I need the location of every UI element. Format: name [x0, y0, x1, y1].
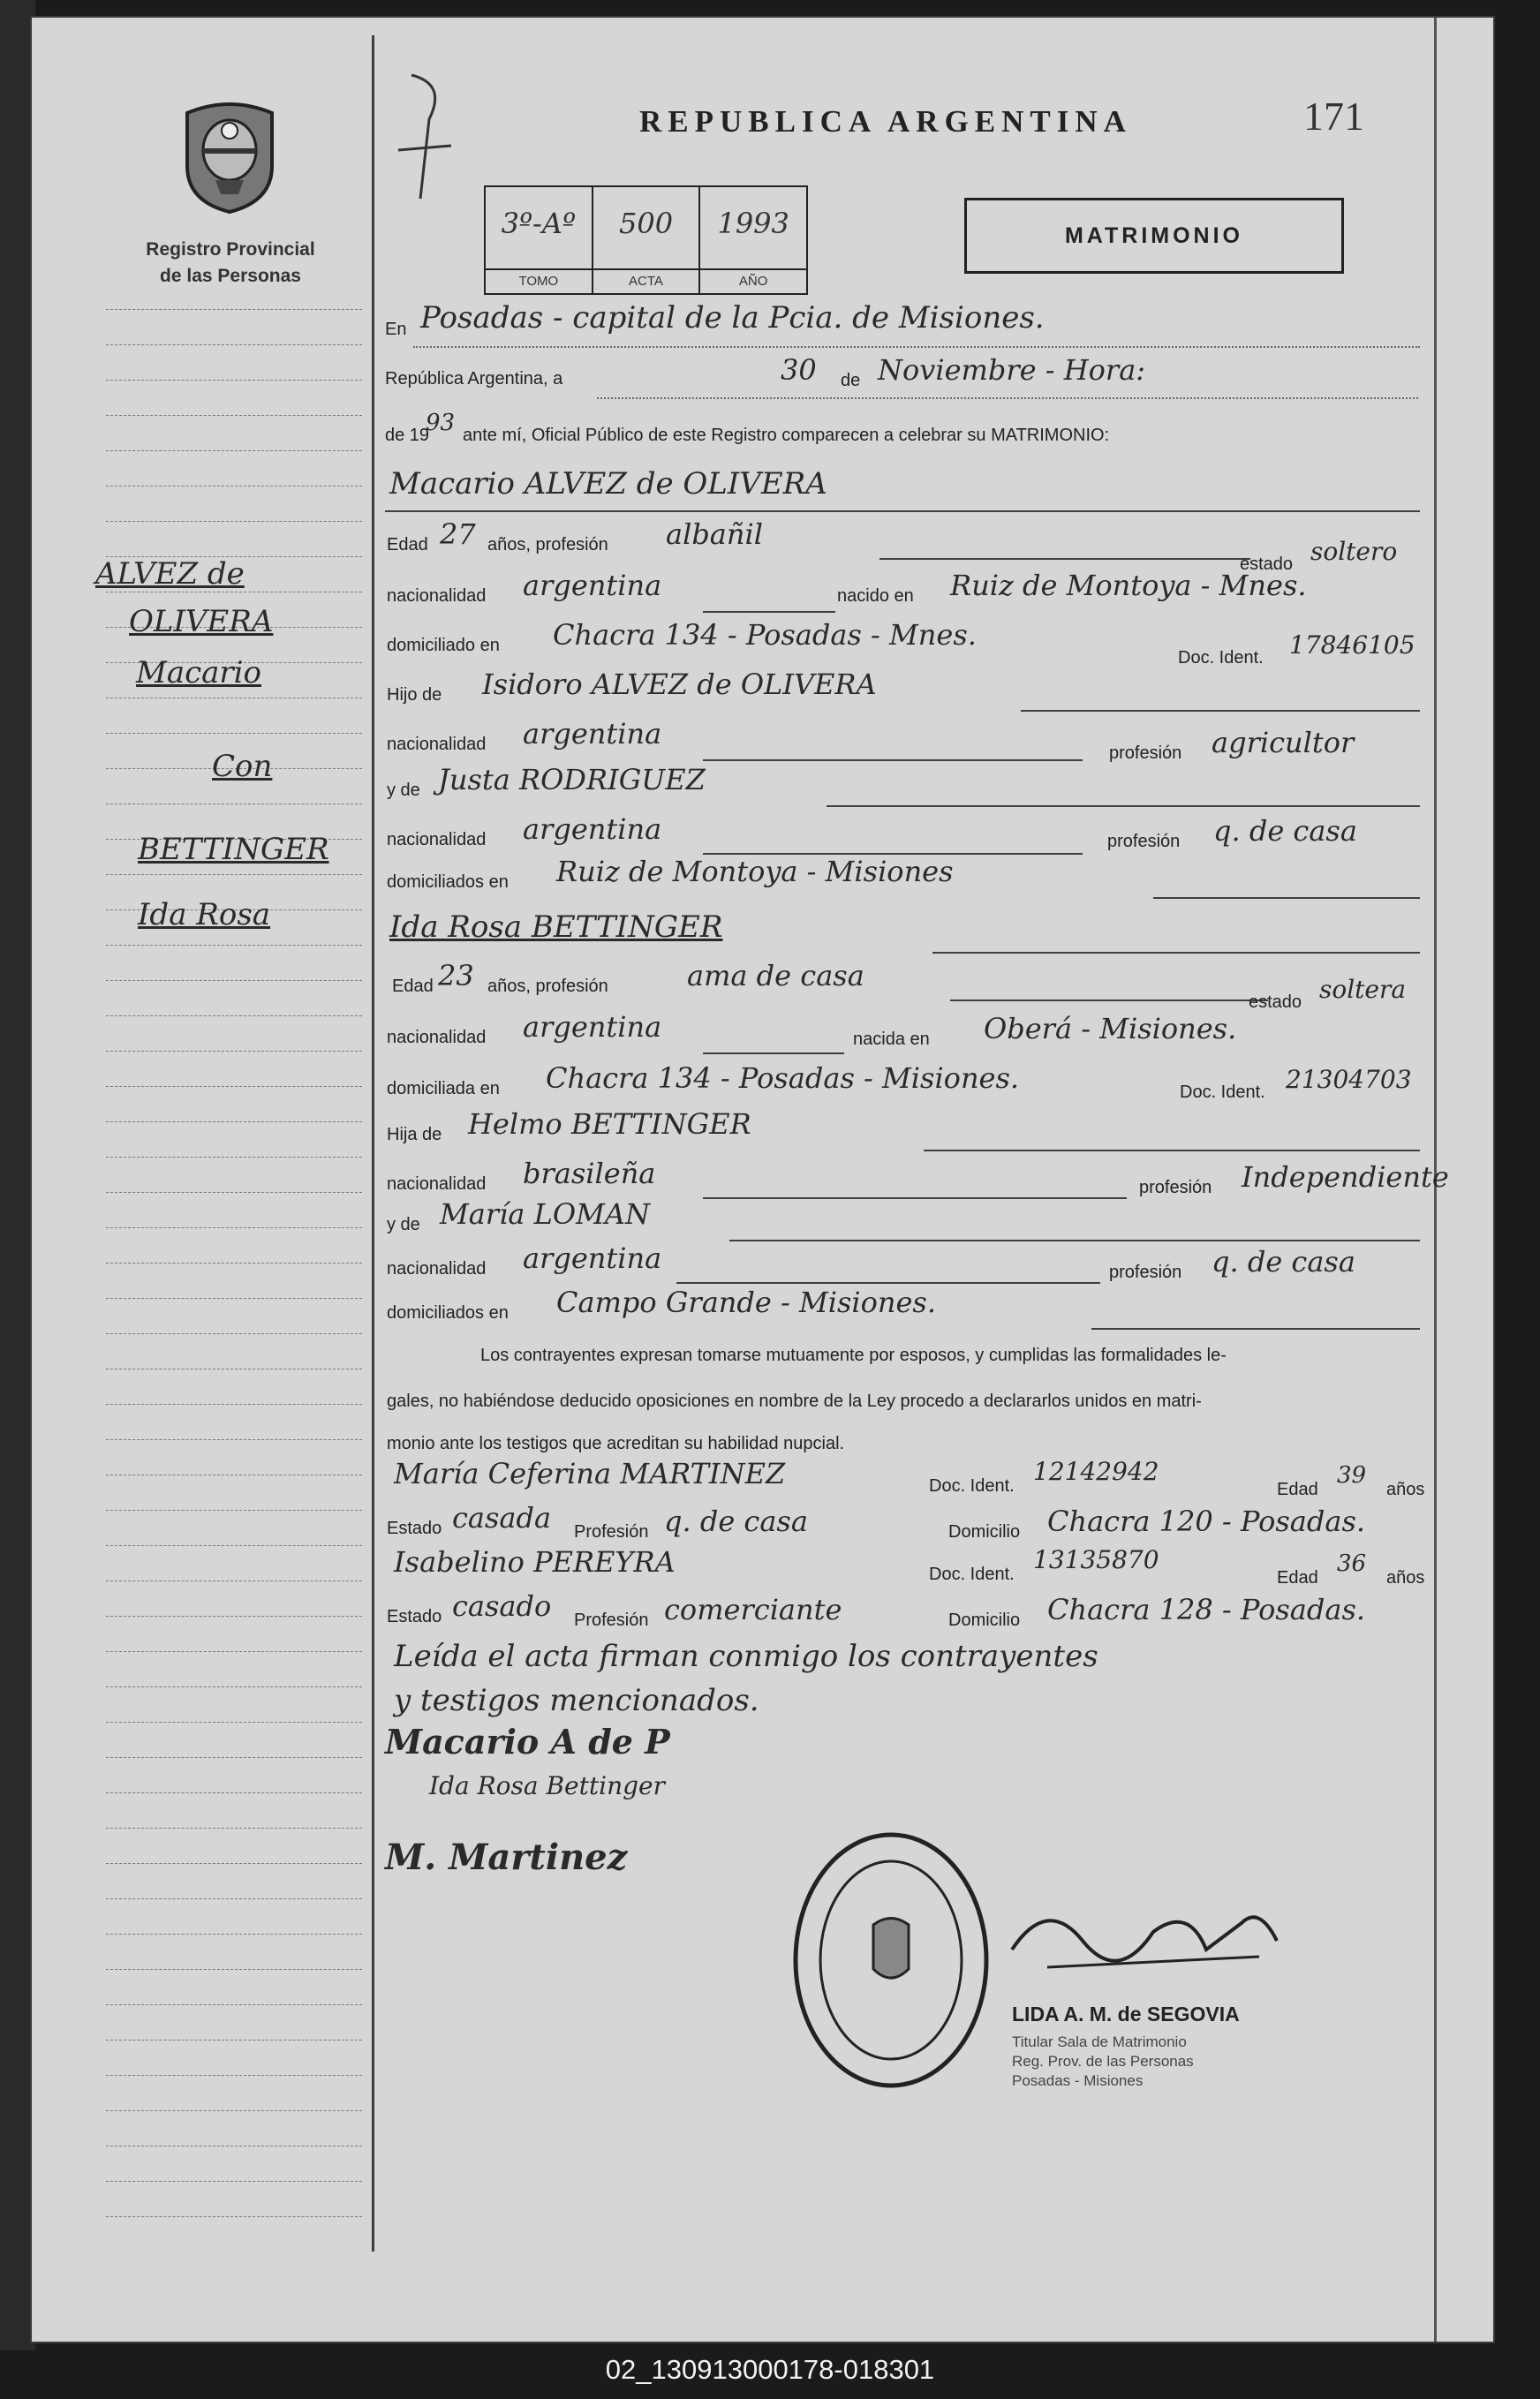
witness-2-name: Isabelino PEREYRA [394, 1545, 676, 1579]
margin-rule [106, 1192, 362, 1193]
declaration-line-2: gales, no habiéndose deducido oposiciones en nombre de la Ley procedo a declararlos unidos en matri- [387, 1392, 1202, 1411]
witness-2-age-label: Edad [1277, 1568, 1318, 1588]
anio-label: AÑO [700, 268, 806, 293]
groom-mother-label: y de [387, 781, 420, 800]
witness-1-age: 39 [1337, 1462, 1367, 1489]
declaration-line-1: Los contrayentes expresan tomarse mutuamente por esposos, y cumplidas las formalidades le- [480, 1346, 1227, 1365]
bride-nationality-label: nacionalidad [387, 1028, 487, 1047]
bride-father: Helmo BETTINGER [468, 1107, 751, 1141]
margin-note-line-5: BETTINGER [138, 832, 329, 867]
groom-status: soltero [1310, 537, 1398, 566]
groom-age-label: Edad [387, 535, 428, 554]
groom-profession-label: años, profesión [487, 535, 608, 554]
margin-rule [106, 945, 362, 946]
bride-father-label: Hija de [387, 1125, 442, 1144]
bride-father-prof-label: profesión [1139, 1178, 1212, 1197]
margin-rule [106, 1616, 362, 1617]
witness-2-doc-label: Doc. Ident. [929, 1565, 1015, 1584]
margin-rule [106, 309, 362, 310]
margin-rule [106, 1157, 362, 1158]
republic-label: República Argentina, a [385, 369, 563, 389]
margin-rule [106, 1404, 362, 1405]
statement-text: ante mí, Oficial Público de este Registro comparecen a celebrar su MATRIMONIO: [463, 426, 1110, 445]
witness-2-profession-label: Profesión [574, 1611, 649, 1630]
margin-rule [106, 450, 362, 451]
margin-rule [106, 2075, 362, 2076]
groom-mother-prof: q. de casa [1213, 814, 1357, 848]
witness-signature: M. Martinez [385, 1837, 628, 1878]
bride-domicile-label: domiciliada en [387, 1079, 500, 1098]
witness-2-age: 36 [1337, 1550, 1367, 1577]
bride-father-nat: brasileña [523, 1157, 656, 1190]
margin-rule [106, 2040, 362, 2041]
margin-rule [106, 1439, 362, 1440]
groom-profession-line [879, 558, 1250, 560]
groom-doc: 17846105 [1289, 630, 1415, 660]
bride-parents-dom-line [1091, 1328, 1420, 1330]
groom-profession: albañil [666, 517, 763, 551]
margin-rule [106, 1298, 362, 1299]
groom-born-label: nacido en [837, 586, 914, 606]
bride-signature: Ida Rosa Bettinger [429, 1771, 665, 1800]
groom-parents-dom-line [1153, 897, 1420, 899]
place-value: Posadas - capital de la Pcia. de Misiones. [420, 300, 1045, 336]
bride-profession: ama de casa [687, 959, 864, 992]
margin-note-line-1: ALVEZ de [95, 556, 245, 592]
bride-profession-line [950, 1000, 1268, 1001]
groom-age: 27 [440, 517, 476, 551]
bride-nationality: argentina [523, 1010, 662, 1044]
margin-note-line-4: Con [212, 749, 273, 784]
witness-1-profession-label: Profesión [574, 1522, 649, 1542]
groom-father-prof: agricultor [1212, 726, 1355, 759]
bride-born-label: nacida en [853, 1030, 930, 1049]
groom-father-label: Hijo de [387, 685, 442, 705]
groom-father-prof-label: profesión [1109, 743, 1182, 763]
tomo-value: 3º-Aº [501, 207, 577, 240]
bride-mother-nat-line [676, 1282, 1100, 1284]
groom-nationality: argentina [523, 569, 662, 602]
bride-mother-prof: q. de casa [1212, 1245, 1355, 1279]
bride-born: Oberá - Misiones. [984, 1012, 1237, 1045]
bride-age-label: Edad [392, 977, 434, 996]
day-value: 30 [781, 353, 817, 387]
bride-profession-label: años, profesión [487, 977, 608, 996]
margin-rule [106, 1934, 362, 1935]
bride-mother-nat-label: nacionalidad [387, 1259, 487, 1279]
margin-rule [106, 803, 362, 804]
register-page [30, 16, 1495, 2343]
bride-domicile: Chacra 134 - Posadas - Misiones. [546, 1061, 1020, 1095]
margin-note-line-3: Macario [136, 655, 261, 690]
margin-rule [106, 1051, 362, 1052]
bride-parents-dom-label: domiciliados en [387, 1303, 509, 1323]
witness-2-years-label: años [1386, 1568, 1425, 1588]
year-suffix: 93 [426, 410, 456, 436]
bride-name-line [932, 952, 1420, 954]
margin-rule [106, 380, 362, 381]
tomo-label: TOMO [486, 268, 592, 293]
anio-value: 1993 [717, 207, 789, 240]
groom-signature: Macario A de P [385, 1722, 670, 1762]
column-divider [372, 35, 374, 2252]
margin-rule [106, 1580, 362, 1581]
bride-father-nat-line [703, 1197, 1127, 1199]
margin-rule [106, 1015, 362, 1016]
bride-status-label: estado [1249, 992, 1302, 1012]
groom-mother-prof-label: profesión [1107, 832, 1181, 851]
margin-rule [106, 521, 362, 522]
acta-label: ACTA [593, 268, 699, 293]
registry-label: Registro Provincial de las Personas [146, 239, 315, 286]
witness-2-profession: comerciante [664, 1593, 842, 1626]
bride-mother-label: y de [387, 1215, 420, 1234]
margin-rule [106, 344, 362, 345]
margin-rule [106, 1828, 362, 1829]
groom-parents-dom: Ruiz de Montoya - Misiones [556, 855, 954, 888]
closing-line-2: y testigos mencionados. [394, 1683, 759, 1718]
witness-2-domicile-label: Domicilio [948, 1611, 1021, 1630]
margin-rule [106, 486, 362, 487]
closing-line-1: Leída el acta firman conmigo los contrayentes [394, 1639, 1098, 1674]
groom-name-line [385, 510, 1420, 512]
groom-father-line [1021, 710, 1420, 712]
bride-nationality-line [703, 1052, 844, 1054]
official-signature [994, 1888, 1295, 1985]
bride-name: Ida Rosa BETTINGER [389, 909, 723, 945]
margin-rule [106, 733, 362, 734]
bride-mother: María LOMAN [440, 1197, 650, 1231]
bride-father-line [924, 1150, 1420, 1151]
groom-mother-nat: argentina [523, 812, 662, 846]
groom-parents-dom-label: domiciliados en [387, 872, 509, 892]
country-title: REPUBLICA ARGENTINA [639, 104, 1132, 139]
date-line [597, 397, 1418, 399]
witness-1-domicile-label: Domicilio [948, 1522, 1021, 1542]
bride-father-nat-label: nacionalidad [387, 1174, 487, 1194]
margin-rule [106, 1086, 362, 1087]
bride-doc: 21304703 [1286, 1065, 1412, 1094]
witness-1-doc-label: Doc. Ident. [929, 1476, 1015, 1496]
witness-1-years-label: años [1386, 1480, 1425, 1499]
margin-rule [106, 1863, 362, 1864]
witness-1-name: María Ceferina MARTINEZ [394, 1457, 786, 1490]
margin-rule [106, 1510, 362, 1511]
month-value: Noviembre - Hora: [878, 353, 1146, 387]
groom-father-nat-label: nacionalidad [387, 735, 487, 754]
groom-nationality-line [703, 611, 835, 613]
declaration-line-3: monio ante los testigos que acreditan su habilidad nupcial. [387, 1434, 845, 1453]
margin-rule [106, 1686, 362, 1687]
margin-rule [106, 2216, 362, 2217]
witness-1-status: casada [452, 1501, 552, 1535]
margin-rule [106, 980, 362, 981]
record-type-box: MATRIMONIO [964, 198, 1344, 274]
year-prefix: de 19 [385, 426, 430, 445]
groom-doc-label: Doc. Ident. [1178, 648, 1264, 668]
groom-name: Macario ALVEZ de OLIVERA [389, 466, 827, 502]
witness-2-doc: 13135870 [1033, 1545, 1159, 1574]
bride-status: soltera [1319, 975, 1407, 1004]
page-number: 171 [1303, 94, 1364, 139]
witness-2-status-label: Estado [387, 1607, 442, 1626]
margin-rule [106, 1333, 362, 1334]
groom-domicile-label: domiciliado en [387, 636, 500, 655]
margin-rule [106, 1792, 362, 1793]
bride-father-prof: Independiente [1242, 1160, 1449, 1194]
place-line [413, 346, 1420, 348]
margin-rule [106, 2181, 362, 2182]
margin-rule [106, 1227, 362, 1228]
margin-rule [106, 1263, 362, 1264]
footer-code: 02_130913000178-018301 [605, 2354, 935, 2385]
margin-note-line-6: Ida Rosa [138, 897, 271, 932]
margin-rule [106, 415, 362, 416]
official-stamp [789, 1828, 993, 2093]
margin-rule [106, 1898, 362, 1899]
de-label: de [841, 371, 861, 390]
margin-rule [106, 2110, 362, 2111]
official-name: LIDA A. M. de SEGOVIA [1012, 2003, 1240, 2026]
margin-rule [106, 1969, 362, 1970]
bride-mother-prof-label: profesión [1109, 1263, 1182, 1282]
groom-nationality-label: nacionalidad [387, 586, 487, 606]
groom-mother: Justa RODRIGUEZ [438, 763, 706, 796]
handwritten-mark [385, 66, 464, 207]
groom-mother-line [827, 805, 1420, 807]
witness-1-doc: 12142942 [1033, 1457, 1159, 1486]
groom-domicile: Chacra 134 - Posadas - Mnes. [553, 618, 977, 652]
tomo-cell [486, 187, 593, 293]
witness-1-status-label: Estado [387, 1519, 442, 1538]
groom-mother-nat-label: nacionalidad [387, 830, 487, 849]
margin-note-line-2: OLIVERA [129, 604, 274, 639]
bride-mother-line [729, 1240, 1420, 1241]
groom-father-nat-line [703, 759, 1083, 761]
margin-rule [106, 874, 362, 875]
margin-rule [106, 1121, 362, 1122]
acta-cell [593, 187, 701, 293]
bride-parents-dom: Campo Grande - Misiones. [556, 1286, 937, 1319]
margin-rule [106, 1722, 362, 1723]
groom-status-label: estado [1240, 554, 1294, 574]
witness-1-domicile: Chacra 120 - Posadas. [1047, 1505, 1366, 1538]
bride-doc-label: Doc. Ident. [1180, 1083, 1265, 1102]
margin-rule [106, 1651, 362, 1652]
witness-1-age-label: Edad [1277, 1480, 1318, 1499]
bride-age: 23 [438, 959, 474, 992]
witness-2-status: casado [452, 1589, 552, 1623]
groom-father-nat: argentina [523, 717, 662, 751]
bride-mother-nat: argentina [523, 1241, 662, 1275]
official-title: Titular Sala de Matrimonio Reg. Prov. de las Personas Posadas - Misiones [1012, 2033, 1194, 2089]
witness-2-domicile: Chacra 128 - Posadas. [1047, 1593, 1366, 1626]
acta-value: 500 [618, 207, 674, 240]
margin-rule [106, 1545, 362, 1546]
anio-cell [700, 187, 806, 293]
margin-rule [106, 2004, 362, 2005]
groom-born: Ruiz de Montoya - Mnes. [950, 569, 1307, 602]
en-label: En [385, 320, 407, 339]
margin-rule [106, 1757, 362, 1758]
witness-1-profession: q. de casa [664, 1505, 808, 1538]
coat-of-arms-icon [180, 95, 279, 214]
record-reference-box [484, 185, 808, 295]
groom-father: Isidoro ALVEZ de OLIVERA [482, 668, 877, 701]
